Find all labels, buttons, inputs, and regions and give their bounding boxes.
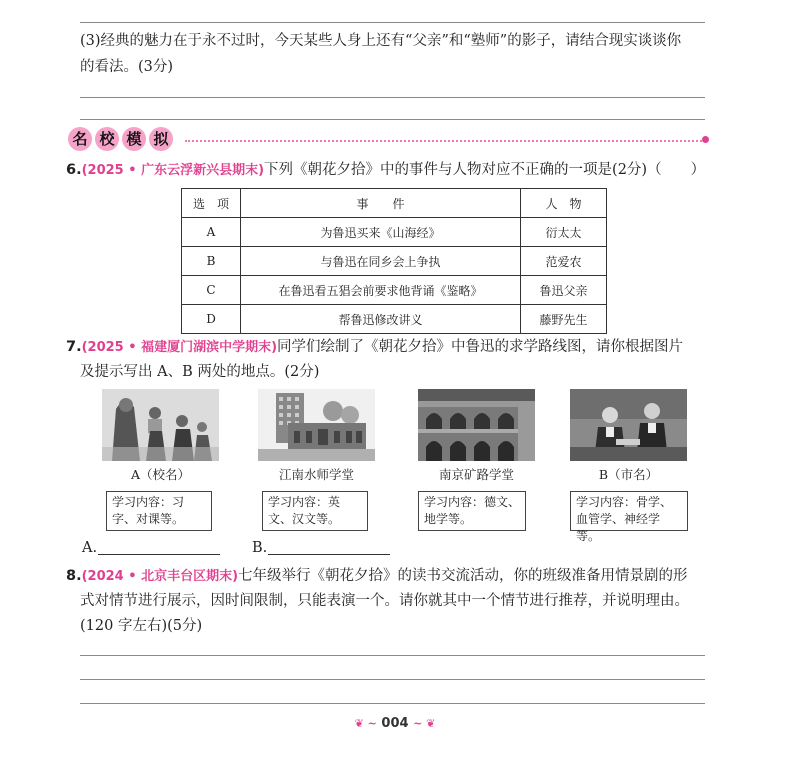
photo-caption: A（校名） xyxy=(130,467,191,482)
table-cell: 帮鲁迅修改讲义 xyxy=(241,305,521,334)
photo-caption: B（市名） xyxy=(598,467,659,482)
answer-line[interactable] xyxy=(80,655,705,656)
question-number: 6. xyxy=(66,162,82,178)
question-text: 七年级举行《朝花夕拾》的读书交流活动，你的班级准备用情景剧的形 xyxy=(238,568,688,584)
question-source: (2025 • 福建厦门湖滨中学期末) xyxy=(81,340,278,355)
section-char: 名 xyxy=(68,127,92,151)
question-text: 下列《朝花夕拾》中的事件与人物对应不正确的一项是(2分)（ ） xyxy=(264,162,706,178)
q8-stem-line3: (120 字左右)(5分) xyxy=(80,618,203,634)
table-cell: 藤野先生 xyxy=(521,305,607,334)
study-content-note: 学习内容：英文、汉文等。 xyxy=(262,491,368,531)
ornament-right-icon: ~ ❦ xyxy=(413,717,436,730)
question-number: 7. xyxy=(66,339,82,355)
table-row xyxy=(182,276,607,305)
question-source: (2025 • 广东云浮新兴县期末) xyxy=(81,163,265,178)
photo-jiangnan-naval-academy xyxy=(258,389,375,461)
q3-line2: 的看法。(3分) xyxy=(80,59,174,75)
answer-line xyxy=(80,22,705,23)
table-header-row xyxy=(182,189,607,218)
table-cell: 衍太太 xyxy=(521,218,607,247)
table-header: 选 项 xyxy=(182,189,241,218)
answer-line xyxy=(80,97,705,98)
answer-line[interactable] xyxy=(80,679,705,680)
table-cell: 与鲁迅在同乡会上争执 xyxy=(241,247,521,276)
table-cell: B xyxy=(182,247,241,276)
section-divider-dot xyxy=(702,136,709,143)
photo-school-a xyxy=(102,389,219,461)
q6-stem xyxy=(66,160,705,181)
photo-city-b xyxy=(570,389,687,461)
table-cell: A xyxy=(182,218,241,247)
q3-line1: (3)经典的魅力在于永不过时，今天某些人身上还有“父亲”和“塾师”的影子，请结合现实谈谈你 xyxy=(80,33,682,49)
table-cell: 鲁迅父亲 xyxy=(521,276,607,305)
blank-a-label: A. xyxy=(82,540,98,556)
blank-b-label: B. xyxy=(252,540,268,556)
section-divider xyxy=(185,140,705,142)
q8-stem-line1 xyxy=(66,566,688,587)
question-text: 同学们绘制了《朝花夕拾》中鲁迅的求学路线图，请你根据图片 xyxy=(277,339,684,355)
answer-line[interactable] xyxy=(80,703,705,704)
ornament-left-icon: ❦ ~ xyxy=(354,717,377,730)
section-header xyxy=(68,127,173,151)
study-content-note: 学习内容：骨学、血管学、神经学等。 xyxy=(570,491,688,531)
table-row xyxy=(182,247,607,276)
table-header: 人 物 xyxy=(521,189,607,218)
answer-blank-a[interactable] xyxy=(98,554,220,555)
answer-blank-b[interactable] xyxy=(268,554,390,555)
photo-nanjing-mining-academy xyxy=(418,389,535,461)
photo-caption: 江南水师学堂 xyxy=(278,467,354,482)
q7-stem-line2: 及提示写出 A、B 两处的地点。(2分) xyxy=(80,364,320,380)
study-content-note: 学习内容：德文、地学等。 xyxy=(418,491,526,531)
section-char: 拟 xyxy=(149,127,173,151)
table-cell: 在鲁迅看五猖会前要求他背诵《鉴略》 xyxy=(241,276,521,305)
table-cell: C xyxy=(182,276,241,305)
q7-stem-line1 xyxy=(66,337,683,358)
table-cell: 为鲁迅买来《山海经》 xyxy=(241,218,521,247)
answer-line xyxy=(80,119,705,120)
photo-caption: 南京矿路学堂 xyxy=(438,467,514,482)
table-row xyxy=(182,305,607,334)
question-source: (2024 • 北京丰台区期末) xyxy=(81,569,239,584)
section-char: 校 xyxy=(95,127,119,151)
page-number xyxy=(0,716,790,731)
table-header: 事 件 xyxy=(241,189,521,218)
page-number-value: 004 xyxy=(381,716,409,731)
question-number: 8. xyxy=(66,568,82,584)
section-char: 模 xyxy=(122,127,146,151)
table-cell: D xyxy=(182,305,241,334)
q8-stem-line2: 式对情节进行展示，因时间限制，只能表演一个。请你就其中一个情节进行推荐，并说明理由。 xyxy=(80,593,689,609)
table-row xyxy=(182,218,607,247)
study-content-note: 学习内容：习字、对课等。 xyxy=(106,491,212,531)
table-cell: 范爱农 xyxy=(521,247,607,276)
q6-table xyxy=(181,188,607,334)
